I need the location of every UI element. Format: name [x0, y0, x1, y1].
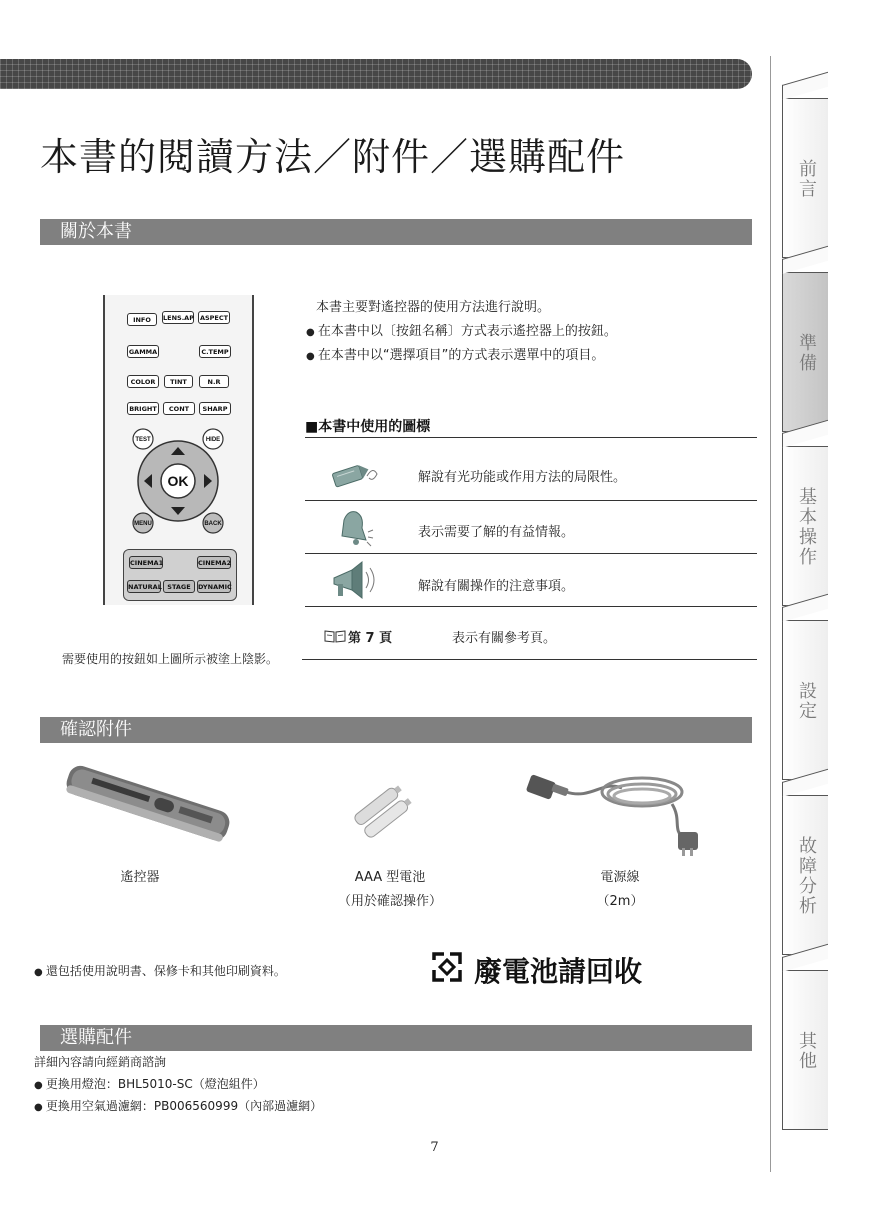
- bell-icon: [334, 506, 374, 548]
- section-header-accessories: 確認附件: [40, 717, 752, 743]
- remote-label-menu: MENU: [134, 521, 152, 527]
- remote-label-back: BACK: [204, 521, 222, 527]
- intro-bullet-2: ● 在本書中以“選擇項目”的方式表示選單中的項目。: [306, 344, 604, 363]
- remote-button-bright: BRIGHT: [127, 402, 159, 415]
- remote-control-illustration: [103, 295, 254, 605]
- power-cord-photo: [522, 760, 712, 860]
- tab-preface-label: 前言: [796, 159, 817, 199]
- section-header-about: 關於本書: [40, 219, 752, 245]
- tab-troubleshooting[interactable]: [782, 795, 828, 955]
- remote-button-lensap: LENS.AP: [162, 311, 194, 324]
- book-icon: [324, 629, 346, 643]
- remote-button-sharp: SHARP: [199, 402, 231, 415]
- remote-button-cinema1: CINEMA1: [129, 556, 163, 569]
- page-reference-text: 表示有關參考頁。: [452, 631, 557, 646]
- page-title: 本書的閱讀方法／附件／選購配件: [40, 135, 626, 179]
- optional-item-1: ● 更換用燈泡：BHL5010-SC（燈泡組件）: [34, 1075, 265, 1092]
- remote-button-ctemp: C.TEMP: [199, 345, 231, 358]
- tab-settings-label: 設定: [796, 681, 817, 721]
- accessory-battery-label: AAA 型電池: [354, 870, 426, 885]
- page-reference-label: 第 7 頁: [348, 631, 393, 646]
- remote-button-nr: N.R: [199, 375, 229, 388]
- remote-dpad: [105, 423, 252, 543]
- accessory-battery-sub: （用於確認操作）: [337, 894, 442, 909]
- remote-button-natural: NATURAL: [127, 580, 161, 593]
- tab-troubleshooting-label: 故障分析: [796, 836, 817, 916]
- icon-row-2-text: 表示需要了解的有益情報。: [418, 525, 575, 540]
- about-bottom-rule: [302, 659, 757, 660]
- also-included-note: ● 還包括使用說明書、保修卡和其他印刷資料。: [34, 962, 286, 979]
- aaa-batteries-photo: [350, 782, 420, 840]
- margin-divider: [770, 56, 771, 1172]
- remote-caption: 需要使用的按鈕如上圖所示被塗上陰影。: [62, 652, 279, 666]
- icon-row-1-text: 解說有光功能或作用方法的局限性。: [418, 470, 627, 485]
- remote-button-color: COLOR: [127, 375, 159, 388]
- remote-button-gamma: GAMMA: [127, 345, 159, 358]
- tab-others[interactable]: [782, 970, 828, 1130]
- remote-button-dynamic: DYNAMIC: [197, 580, 231, 593]
- accessory-cord-sub: （2m）: [596, 894, 644, 909]
- remote-button-info: INFO: [127, 313, 157, 326]
- icon-table-top-rule: [305, 437, 757, 438]
- section-header-optional: 選購配件: [40, 1025, 752, 1051]
- tab-basic-operation[interactable]: [782, 446, 828, 606]
- icon-table-rule-3: [305, 606, 757, 607]
- megaphone-icon: [330, 560, 380, 600]
- accessory-remote-label: 遙控器: [120, 870, 160, 885]
- icon-row-3-text: 解說有關操作的注意事項。: [418, 579, 575, 594]
- remote-label-ok: OK: [167, 473, 189, 489]
- pencil-tag-icon: [327, 456, 379, 490]
- tab-preparation[interactable]: [782, 272, 828, 432]
- tab-settings[interactable]: [782, 620, 828, 780]
- icons-section-title: ■本書中使用的圖標: [305, 419, 431, 435]
- tab-others-label: 其他: [796, 1031, 817, 1071]
- remote-button-stage: STAGE: [163, 580, 195, 593]
- tab-preparation-label: 準備: [796, 333, 817, 373]
- optional-intro: 詳細內容請向經銷商諮詢: [34, 1055, 167, 1069]
- icon-table-rule-1: [305, 500, 757, 501]
- intro-text: 本書主要對遙控器的使用方法進行說明。: [316, 300, 551, 315]
- header-banner: [0, 59, 752, 89]
- accessory-cord-label: 電源線: [600, 870, 640, 885]
- recycle-icon: [430, 950, 464, 984]
- remote-label-test: TEST: [135, 437, 151, 443]
- page-number: 7: [430, 1140, 439, 1155]
- remote-label-hide: HIDE: [205, 437, 221, 443]
- recycle-notice: 廢電池請回收: [474, 955, 643, 988]
- remote-button-aspect: ASPECT: [198, 311, 230, 324]
- remote-button-tint: TINT: [164, 375, 193, 388]
- tab-preface[interactable]: [782, 98, 828, 258]
- icon-table-rule-2: [305, 553, 757, 554]
- intro-bullet-1: ● 在本書中以〔按鈕名稱〕方式表示遙控器上的按鈕。: [306, 320, 617, 339]
- remote-button-cont: CONT: [163, 402, 195, 415]
- optional-item-2: ● 更換用空氣過濾網：PB006560999（內部過濾網）: [34, 1097, 322, 1114]
- tab-basic-operation-label: 基本操作: [796, 487, 817, 567]
- remote-button-cinema2: CINEMA2: [197, 556, 231, 569]
- remote-control-photo: [58, 758, 238, 848]
